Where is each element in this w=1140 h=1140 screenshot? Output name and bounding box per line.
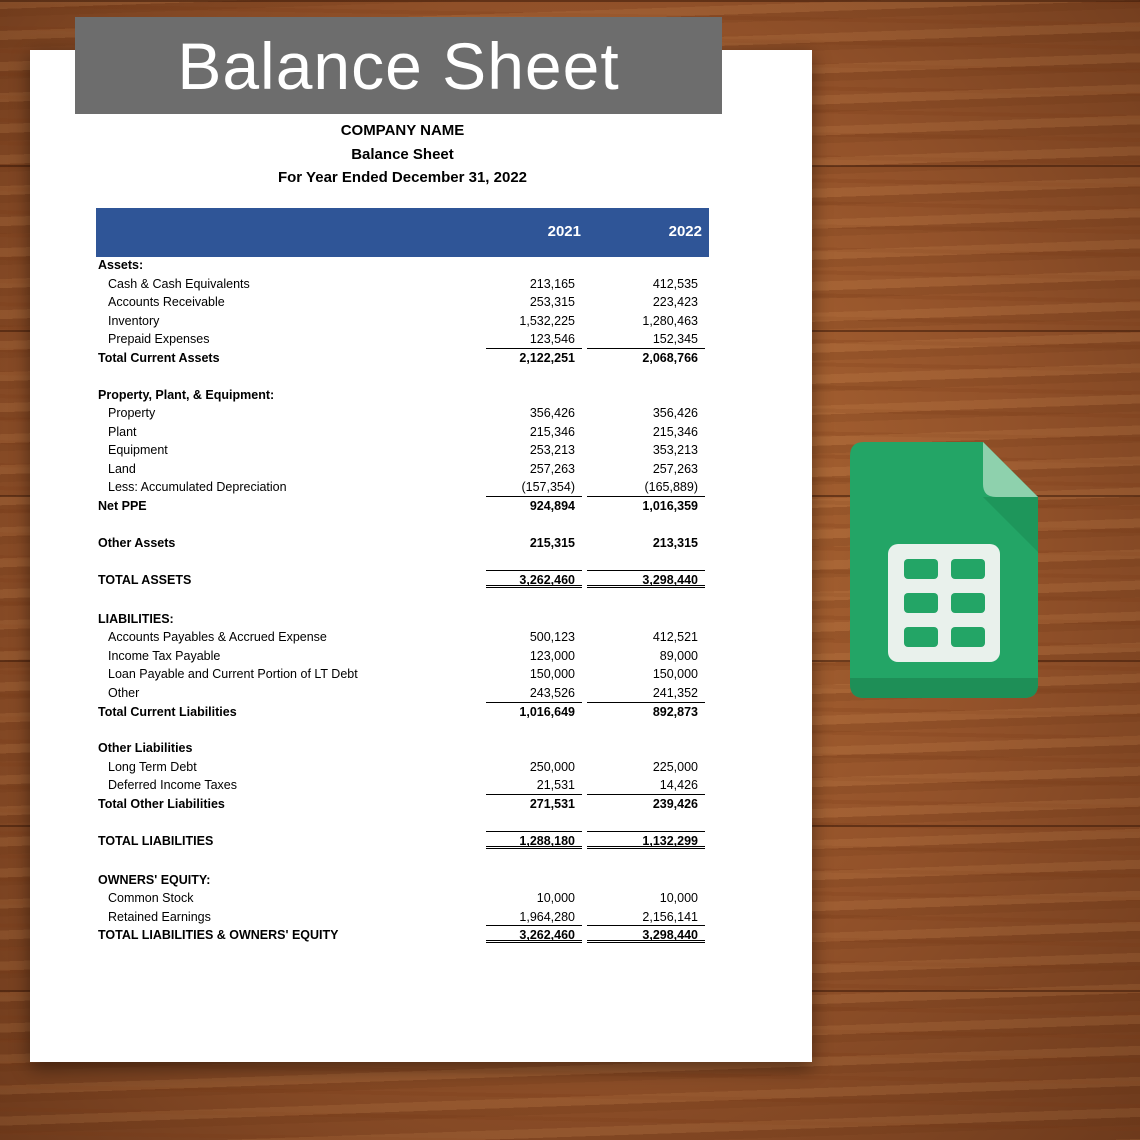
subtotal-row: [96, 703, 709, 721]
value-2022: 215,346: [652, 425, 698, 439]
row-label: Accounts Payables & Accrued Expense: [108, 630, 327, 644]
value-2021: 1,288,180: [519, 834, 575, 848]
row-label: Other Assets: [98, 536, 176, 550]
table-row: [96, 330, 709, 348]
row-label: Deferred Income Taxes: [108, 778, 237, 792]
row-label: LIABILITIES:: [98, 612, 174, 626]
company-name: COMPANY NAME: [340, 122, 465, 139]
table-row: [96, 275, 709, 293]
total-row: [96, 571, 709, 589]
total-row: [96, 832, 709, 850]
table-row: [96, 312, 709, 330]
row-label: Net PPE: [98, 499, 147, 513]
value-2021: 3,262,460: [519, 928, 575, 942]
row-label: Other Liabilities: [98, 741, 193, 755]
row-label: OWNERS' EQUITY:: [98, 873, 211, 887]
subtotal-row: [96, 497, 709, 515]
table-row: [96, 776, 709, 794]
row-label: Accounts Receivable: [108, 295, 225, 309]
value-2022: 412,521: [652, 630, 698, 644]
value-2021: 257,263: [529, 462, 575, 476]
value-2021: 271,531: [529, 797, 575, 811]
row-label: Total Other Liabilities: [98, 797, 225, 811]
value-2022: 2,068,766: [642, 351, 698, 365]
row-label: TOTAL LIABILITIES & OWNERS' EQUITY: [98, 928, 339, 942]
row-label: TOTAL LIABILITIES: [98, 834, 214, 848]
value-2022: 412,535: [652, 277, 698, 291]
column-header-2022: 2022: [668, 223, 702, 240]
value-2021: 10,000: [536, 891, 575, 905]
value-2021: 250,000: [529, 760, 575, 774]
table-row: [96, 889, 709, 907]
value-2021: 3,262,460: [519, 573, 575, 587]
document-title: Balance Sheet: [351, 146, 454, 163]
row-label: Prepaid Expenses: [108, 332, 210, 346]
value-2021: 253,315: [529, 295, 575, 309]
row-label: Less: Accumulated Depreciation: [108, 480, 287, 494]
section-heading: [96, 386, 709, 404]
document-period: For Year Ended December 31, 2022: [277, 169, 528, 186]
row-label: Plant: [108, 425, 137, 439]
value-2021: 1,532,225: [519, 314, 575, 328]
value-2022: 241,352: [652, 686, 698, 700]
value-2022: 356,426: [652, 406, 698, 420]
table-row: [96, 647, 709, 665]
table-row: [96, 684, 709, 702]
value-2021: 150,000: [529, 667, 575, 681]
value-2022: 150,000: [652, 667, 698, 681]
value-2021: 2,122,251: [519, 351, 575, 365]
table-row: [96, 441, 709, 459]
row-label: Assets:: [98, 258, 144, 272]
table-row: [96, 423, 709, 441]
value-2021: 123,546: [529, 332, 575, 346]
value-2022: 10,000: [659, 891, 698, 905]
table-row: [96, 478, 709, 496]
table-header: [96, 208, 709, 257]
row-label: Long Term Debt: [108, 760, 197, 774]
value-2021: 500,123: [529, 630, 575, 644]
section-heading: [96, 256, 709, 274]
value-2021: 253,213: [529, 443, 575, 457]
value-2021: 215,315: [529, 536, 575, 550]
value-2022: 353,213: [652, 443, 698, 457]
row-label: Property: [108, 406, 156, 420]
row-label: Common Stock: [108, 891, 194, 905]
value-2022: 239,426: [652, 797, 698, 811]
table-row: [96, 908, 709, 926]
row-label: Retained Earnings: [108, 910, 211, 924]
value-2022: 2,156,141: [642, 910, 698, 924]
google-sheets-icon: [850, 442, 1038, 698]
table-row: [96, 404, 709, 422]
row-label: TOTAL ASSETS: [98, 573, 192, 587]
row-label: Loan Payable and Current Portion of LT Debt: [108, 667, 358, 681]
value-2022: 213,315: [652, 536, 698, 550]
value-2021: 1,016,649: [519, 705, 575, 719]
row-label: Other: [108, 686, 140, 700]
table-row: [96, 293, 709, 311]
value-2022: 1,132,299: [642, 834, 698, 848]
value-2022: 3,298,440: [642, 573, 698, 587]
value-2021: (157,354): [521, 480, 575, 494]
value-2022: 14,426: [659, 778, 698, 792]
value-2022: 257,263: [652, 462, 698, 476]
value-2021: 21,531: [536, 778, 575, 792]
table-row: [96, 534, 709, 552]
row-label: Income Tax Payable: [108, 649, 221, 663]
value-2021: 215,346: [529, 425, 575, 439]
total-row: [96, 926, 709, 944]
value-2021: 356,426: [529, 406, 575, 420]
table-row: [96, 665, 709, 683]
section-heading: [96, 610, 709, 628]
table-row: [96, 758, 709, 776]
value-2021: 243,526: [529, 686, 575, 700]
value-2022: 892,873: [652, 705, 698, 719]
value-2021: 213,165: [529, 277, 575, 291]
value-2022: 1,016,359: [642, 499, 698, 513]
value-2022: 223,423: [652, 295, 698, 309]
value-2022: 89,000: [659, 649, 698, 663]
value-2022: (165,889): [644, 480, 698, 494]
section-heading: [96, 739, 709, 757]
row-label: Cash & Cash Equivalents: [108, 277, 250, 291]
row-label: Land: [108, 462, 136, 476]
value-2021: 1,964,280: [519, 910, 575, 924]
row-label: Total Current Liabilities: [98, 705, 237, 719]
value-2021: 924,894: [529, 499, 575, 513]
value-2021: 123,000: [529, 649, 575, 663]
value-2022: 225,000: [652, 760, 698, 774]
row-label: Equipment: [108, 443, 168, 457]
row-label: Total Current Assets: [98, 351, 220, 365]
section-heading: [96, 871, 709, 889]
row-label: Property, Plant, & Equipment:: [98, 388, 275, 402]
value-2022: 152,345: [652, 332, 698, 346]
subtotal-row: [96, 349, 709, 367]
value-2022: 1,280,463: [642, 314, 698, 328]
value-2022: 3,298,440: [642, 928, 698, 942]
table-row: [96, 460, 709, 478]
banner-title: Balance Sheet: [75, 17, 722, 114]
table-row: [96, 628, 709, 646]
column-header-2021: 2021: [547, 223, 581, 240]
subtotal-row: [96, 795, 709, 813]
row-label: Inventory: [108, 314, 160, 328]
